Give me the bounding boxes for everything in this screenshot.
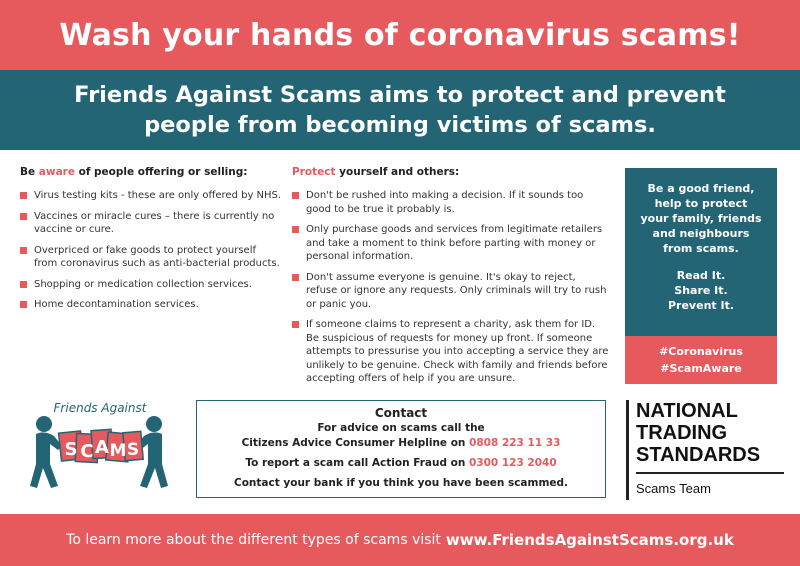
contact-report-line [197,456,605,471]
top-banner [0,0,800,70]
logo-top-text: Friends Against [53,401,147,415]
footer-link[interactable]: www.FriendsAgainstScams.org.uk [445,531,734,549]
page-title: Wash your hands of coronavirus scams! [59,17,741,53]
message-line: and neighbours [652,227,750,240]
logo-letter: S [126,440,140,460]
action-prevent: Prevent It. [667,299,735,312]
aware-heading [20,166,282,178]
action-share: Share It. [674,284,728,297]
left-person-icon [30,416,62,488]
list-item: Overpriced or fake goods to protect yourself from coronavirus such as anti-bacterial products. [20,244,282,271]
good-friend-box [625,168,777,384]
contact-bank-line: Contact your bank if you think you have been scammed. [233,477,569,489]
aware-list [20,189,282,312]
list-item: Don't assume everyone is genuine. It's okay to reject, refuse or ignore any requests. Only criminals will try to rush or panic you. [292,271,610,312]
friends-against-scams-logo [24,394,174,494]
good-friend-message [625,168,777,336]
footer-banner [0,514,800,566]
nts-team: Scams Team [636,481,711,496]
list-item: Shopping or medication collection services. [20,278,282,292]
list-item: If someone claims to represent a charity, ask them for ID. Be suspicious of requests for money up front. If someone attempts to pressurise you into accepting a service they are unlikely to be genuine. Check with family and friends before accepting offers of help if you are unsure. [292,318,610,386]
nts-word: NATIONAL [636,400,738,422]
scams-sign [59,429,144,462]
helpline-label: Citizens Advice Consumer Helpline on [241,437,470,449]
message-line: your family, friends [640,212,762,225]
contact-box [196,400,606,498]
contact-advice-line: For advice on scams call the [317,422,485,434]
report-label: To report a scam call Action Fraud on [245,457,469,469]
protect-column [292,166,610,393]
national-trading-standards-logo [626,398,786,502]
footer-text: To learn more about the different types of scams visit [66,532,441,548]
logo-bar [626,400,629,500]
contact-title: Contact [374,406,428,420]
nts-word: TRADING [636,422,728,444]
action-fraud-number[interactable]: 0300 123 2040 [468,457,557,469]
hashtag-coronavirus: #Coronavirus [659,345,743,358]
logo-letter: C [80,441,94,462]
list-item: Home decontamination services. [20,298,282,312]
aware-heading-accent: aware [38,166,75,178]
hashtag-scamaware: #ScamAware [660,362,742,375]
action-read: Read It. [676,269,726,282]
list-item: Only purchase goods and services from legitimate retailers and take a moment to think before parting with money or personal information. [292,223,610,264]
protect-list [292,189,610,386]
logo-rule [636,472,784,474]
logo-letter: S [64,439,78,460]
contact-helpline-line [197,436,605,451]
protect-heading-accent: Protect [292,166,336,178]
mission-line-2: people from becoming victims of scams. [144,112,656,138]
nts-word: STANDARDS [636,444,761,466]
mission-line-1: Friends Against Scams aims to protect and prevent [74,82,726,108]
logo-letter: A [95,437,109,458]
aware-column [20,166,282,319]
mission-banner [0,70,800,150]
logo-letter: M [109,441,127,461]
protect-heading-post: yourself and others: [335,166,460,178]
hashtag-panel [625,336,777,384]
protect-heading [292,166,610,178]
aware-heading-post: of people offering or selling: [74,166,248,178]
message-line: from scams. [663,242,739,255]
list-item: Vaccines or miracle cures – there is currently no vaccine or cure. [20,210,282,237]
list-item: Don't be rushed into making a decision. If it sounds too good to be true it probably is. [292,189,610,216]
list-item: Virus testing kits - these are only offered by NHS. [20,189,282,203]
aware-heading-pre: Be [20,166,39,178]
helpline-number[interactable]: 0808 223 11 33 [469,437,561,449]
message-line: Be a good friend, [647,182,755,195]
message-line: help to protect [654,197,748,210]
